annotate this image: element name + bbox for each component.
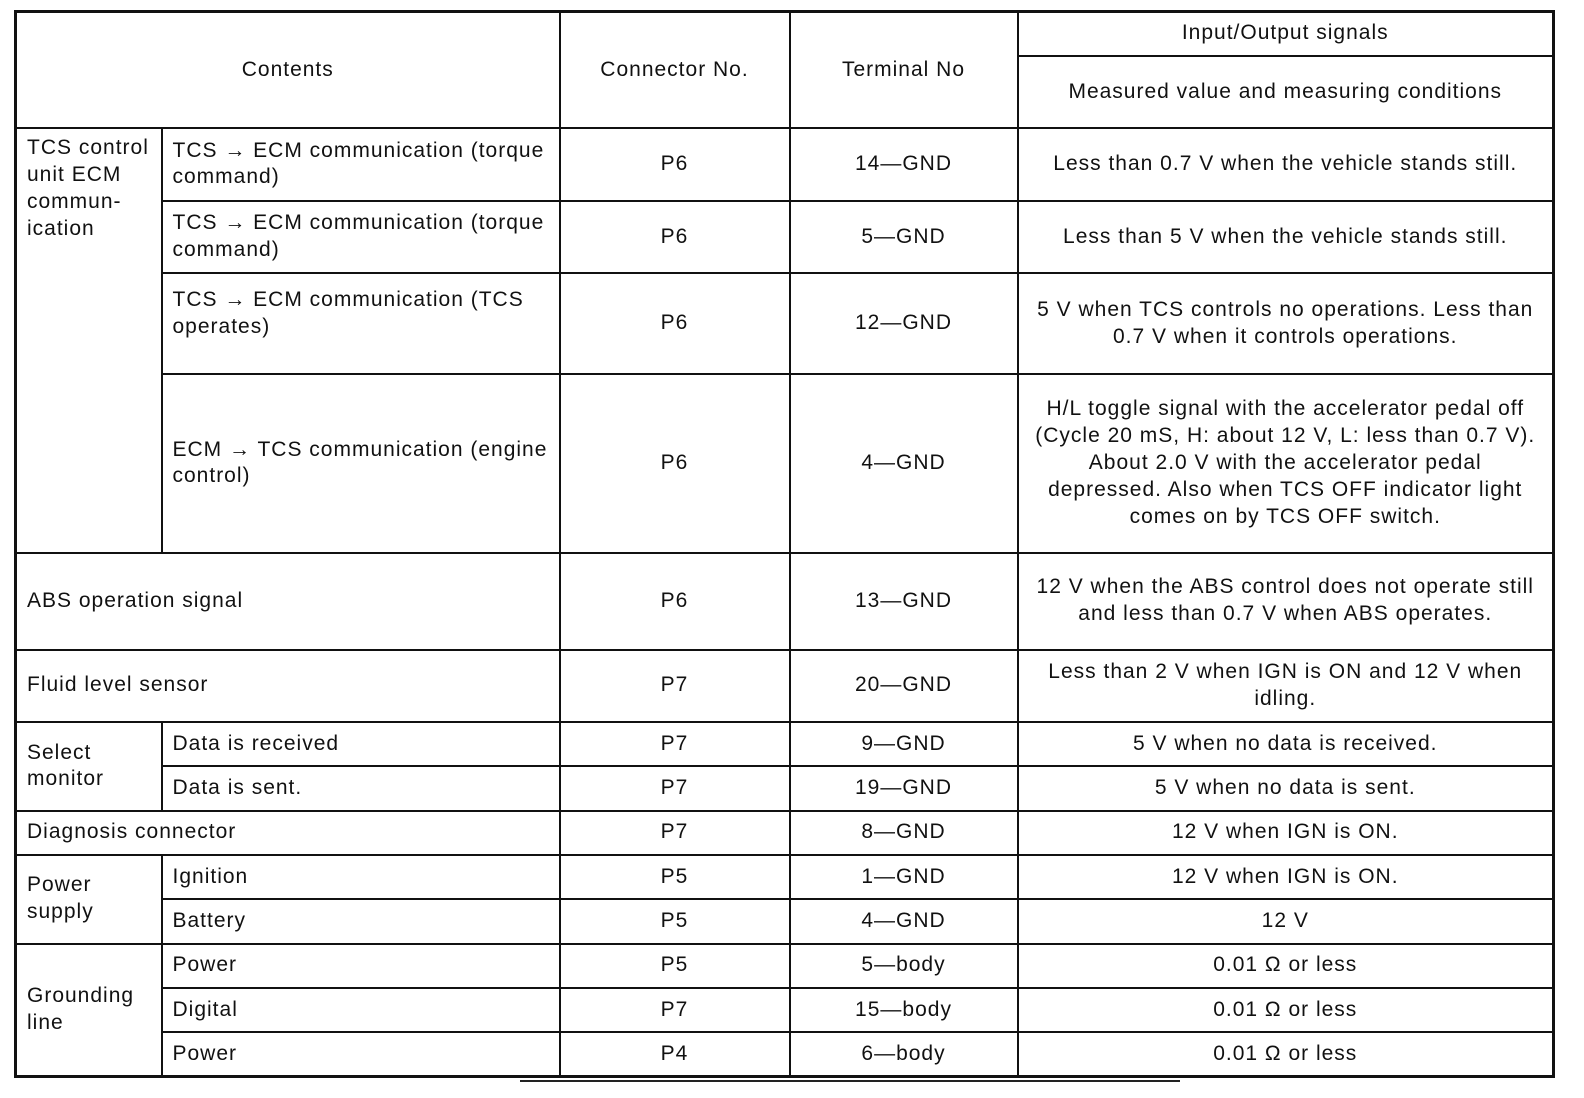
table-row — [16, 553, 1554, 650]
row-item: ABS operation signal — [16, 553, 560, 650]
row-item: Power — [162, 944, 560, 988]
row-value: Less than 2 V when IGN is ON and 12 V when idling. — [1018, 650, 1554, 722]
table-row — [16, 1032, 1554, 1076]
table-row — [16, 811, 1554, 855]
row-terminal: 12—GND — [790, 273, 1018, 374]
row-connector: P5 — [560, 855, 790, 899]
row-terminal: 8—GND — [790, 811, 1018, 855]
row-terminal: 4—GND — [790, 899, 1018, 943]
row-item: TCS → ECM communication (torque command) — [162, 128, 560, 200]
row-connector: P7 — [560, 722, 790, 766]
row-item: Data is received — [162, 722, 560, 766]
row-value: 12 V when IGN is ON. — [1018, 855, 1554, 899]
table-row — [16, 855, 1554, 899]
row-item: ECM → TCS communication (engine control) — [162, 374, 560, 553]
row-value: Less than 5 V when the vehicle stands still. — [1018, 201, 1554, 273]
row-item: Fluid level sensor — [16, 650, 560, 722]
row-terminal: 5—GND — [790, 201, 1018, 273]
table-row — [16, 899, 1554, 943]
table-row — [16, 650, 1554, 722]
row-connector: P6 — [560, 273, 790, 374]
row-item: Battery — [162, 899, 560, 943]
row-value: 0.01 Ω or less — [1018, 988, 1554, 1032]
row-terminal: 15—body — [790, 988, 1018, 1032]
table-row — [16, 128, 1554, 200]
table-row — [16, 944, 1554, 988]
row-value: 0.01 Ω or less — [1018, 944, 1554, 988]
row-item: TCS → ECM communication (torque command) — [162, 201, 560, 273]
row-terminal: 14—GND — [790, 128, 1018, 200]
row-terminal: 19—GND — [790, 766, 1018, 810]
header-connector: Connector No. — [560, 12, 790, 129]
header-contents: Contents — [16, 12, 560, 129]
group-tcs: TCS control unit ECM commun-ication — [16, 128, 162, 553]
table-row — [16, 766, 1554, 810]
row-connector: P6 — [560, 128, 790, 200]
table-row — [16, 201, 1554, 273]
footer-rule — [520, 1080, 1180, 1082]
table-row — [16, 374, 1554, 553]
row-item: Digital — [162, 988, 560, 1032]
header-terminal: Terminal No — [790, 12, 1018, 129]
group-grounding-line: Grounding line — [16, 944, 162, 1077]
group-power-supply: Power supply — [16, 855, 162, 944]
row-terminal: 4—GND — [790, 374, 1018, 553]
row-terminal: 1—GND — [790, 855, 1018, 899]
row-value: Less than 0.7 V when the vehicle stands still. — [1018, 128, 1554, 200]
signal-spec-table — [14, 10, 1555, 1078]
header-io-signals: Input/Output signals — [1018, 12, 1554, 56]
row-terminal: 20—GND — [790, 650, 1018, 722]
row-value: 5 V when TCS controls no operations. Less than 0.7 V when it controls operations. — [1018, 273, 1554, 374]
row-terminal: 13—GND — [790, 553, 1018, 650]
row-item: Data is sent. — [162, 766, 560, 810]
row-connector: P6 — [560, 201, 790, 273]
row-connector: P6 — [560, 374, 790, 553]
row-value: 5 V when no data is sent. — [1018, 766, 1554, 810]
header-measured: Measured value and measuring conditions — [1018, 56, 1554, 128]
row-item: TCS → ECM communication (TCS operates) — [162, 273, 560, 374]
row-connector: P7 — [560, 650, 790, 722]
row-connector: P7 — [560, 988, 790, 1032]
group-select-monitor: Select monitor — [16, 722, 162, 811]
table-row — [16, 273, 1554, 374]
row-value: 12 V when IGN is ON. — [1018, 811, 1554, 855]
row-item: Power — [162, 1032, 560, 1076]
row-item: Ignition — [162, 855, 560, 899]
row-value: 0.01 Ω or less — [1018, 1032, 1554, 1076]
row-connector: P7 — [560, 766, 790, 810]
row-value: 12 V when the ABS control does not operate still and less than 0.7 V when ABS operates. — [1018, 553, 1554, 650]
row-connector: P5 — [560, 944, 790, 988]
row-item: Diagnosis connector — [16, 811, 560, 855]
row-value: H/L toggle signal with the accelerator pedal off (Cycle 20 mS, H: about 12 V, L: less than 0.7 V). About 2.0 V with the accelerator pedal depressed. Also when TCS OFF indicator light comes on by TCS OFF switch. — [1018, 374, 1554, 553]
row-value: 5 V when no data is received. — [1018, 722, 1554, 766]
table-row — [16, 722, 1554, 766]
row-terminal: 5—body — [790, 944, 1018, 988]
row-connector: P7 — [560, 811, 790, 855]
row-terminal: 9—GND — [790, 722, 1018, 766]
row-connector: P5 — [560, 899, 790, 943]
table-row — [16, 988, 1554, 1032]
row-connector: P6 — [560, 553, 790, 650]
row-value: 12 V — [1018, 899, 1554, 943]
row-terminal: 6—body — [790, 1032, 1018, 1076]
header-row — [16, 12, 1554, 56]
row-connector: P4 — [560, 1032, 790, 1076]
